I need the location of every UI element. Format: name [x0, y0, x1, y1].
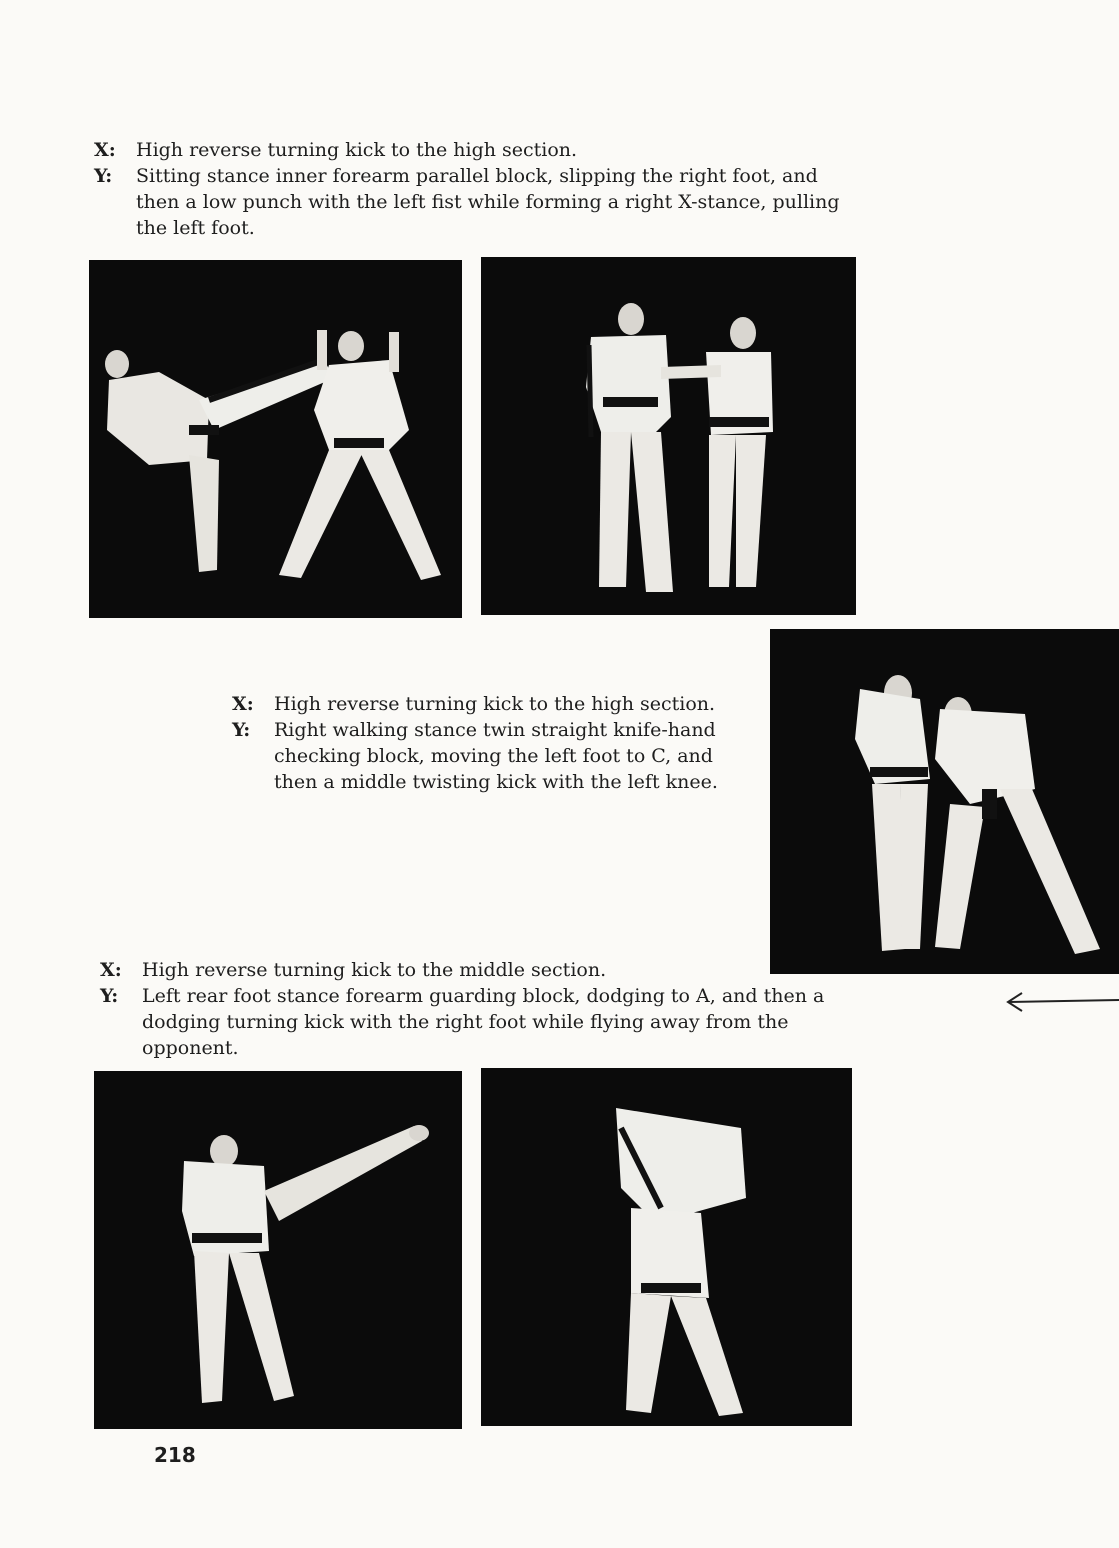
photo-knife-hand-checking-block-graphic [770, 629, 1119, 974]
photo-reverse-turning-kick-back-view-graphic [94, 1071, 462, 1429]
entry-text: High reverse turning kick to the middle section. [142, 959, 607, 981]
caption-1-entry-x [94, 137, 864, 163]
photo-reverse-turning-kick-back-view [94, 1071, 462, 1429]
left-arrow-icon [1002, 990, 1119, 1014]
entry-label: Y: [94, 165, 113, 187]
photo-dodging-turning-kick [481, 1068, 852, 1426]
entry-text: High reverse turning kick to the high section. [136, 139, 578, 161]
caption-1-entry-y [94, 163, 864, 241]
photo-parallel-block-graphic [481, 257, 856, 615]
photo-dodging-turning-kick-graphic [481, 1068, 852, 1426]
entry-label: Y: [100, 985, 119, 1007]
entry-text: Left rear foot stance forearm guarding block, dodging to A, and then a dodging turning kick with the right foot while flying away from the opponent. [142, 985, 825, 1059]
entry-text: High reverse turning kick to the high section. [274, 693, 716, 715]
entry-text: Right walking stance twin straight knife-hand checking block, moving the left foot to C, and then a middle twisting kick with the left knee. [274, 719, 718, 793]
caption-3-entry-y [100, 983, 865, 1061]
caption-3 [100, 957, 865, 1061]
photo-kick-high-section-graphic [89, 260, 462, 618]
entry-label: X: [232, 693, 254, 715]
photo-parallel-block [481, 257, 856, 615]
photo-knife-hand-checking-block [770, 629, 1119, 974]
caption-2-entry-y [232, 717, 740, 795]
caption-1 [94, 137, 864, 241]
caption-2 [232, 691, 740, 795]
photo-kick-high-section [89, 260, 462, 618]
caption-3-entry-x [100, 957, 865, 983]
entry-label: X: [100, 959, 122, 981]
entry-label: X: [94, 139, 116, 161]
entry-label: Y: [232, 719, 251, 741]
caption-2-entry-x [232, 691, 740, 717]
entry-text: Sitting stance inner forearm parallel block, slipping the right foot, and then a low punch with the left fist while forming a right X-stance, pulling the left foot. [136, 165, 840, 239]
page-number: 218 [154, 1443, 196, 1467]
